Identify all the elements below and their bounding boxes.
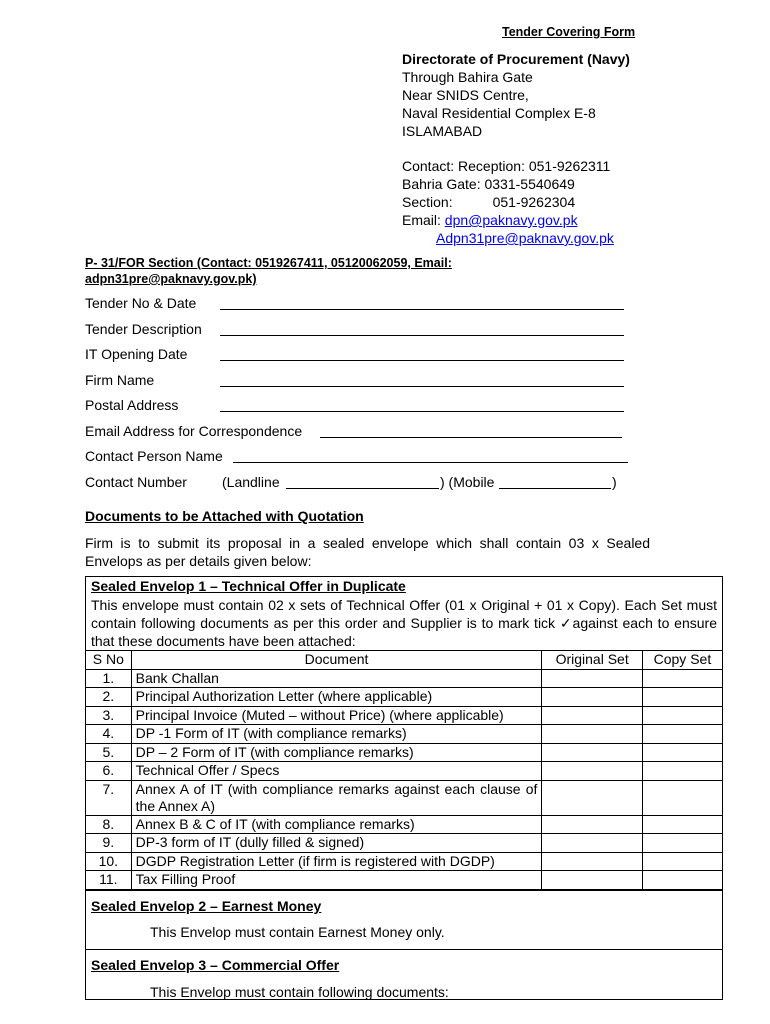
section-contact: P- 31/FOR Section (Contact: 0519267411, 05120062059, Email: adpn31pre@paknavy.gov.pk) bbox=[85, 256, 452, 286]
envelope-1-description: This envelope must contain 02 x sets of Technical Offer (01 x Original + 01 x Copy). Each Set must contain following documents as per this order and Supplier is to mark tick ✓against each to ensure that these documents have been attached: bbox=[91, 597, 717, 649]
table-row bbox=[86, 743, 723, 762]
row-document: Bank Challan bbox=[131, 669, 542, 688]
original-set-cell[interactable] bbox=[542, 743, 642, 762]
address-block bbox=[402, 50, 630, 247]
contact-section-label: Section: bbox=[402, 194, 453, 210]
row-document: Tax Filling Proof bbox=[131, 871, 542, 890]
close-paren: ) bbox=[612, 473, 617, 490]
row-sno: 4. bbox=[86, 725, 132, 744]
email-link-2[interactable]: Adpn31pre@paknavy.gov.pk bbox=[436, 230, 614, 246]
original-set-cell[interactable] bbox=[542, 871, 642, 890]
field-label: Firm Name bbox=[85, 371, 155, 388]
blank-line[interactable] bbox=[320, 437, 622, 438]
copy-set-cell[interactable] bbox=[642, 743, 722, 762]
table-row bbox=[86, 669, 723, 688]
copy-set-cell[interactable] bbox=[642, 688, 722, 707]
address-line-2: Near SNIDS Centre, bbox=[402, 87, 529, 103]
field-label: IT Opening Date bbox=[85, 346, 188, 362]
table-row bbox=[86, 871, 723, 890]
table-row bbox=[86, 815, 723, 834]
table-row bbox=[86, 780, 723, 815]
row-document: DP -1 Form of IT (with compliance remarks) bbox=[131, 725, 542, 744]
original-set-cell[interactable] bbox=[542, 706, 642, 725]
original-set-cell[interactable] bbox=[542, 780, 642, 815]
documents-table bbox=[85, 650, 723, 890]
blank-line[interactable] bbox=[220, 386, 624, 387]
row-document: Annex B & C of IT (with compliance remarks) bbox=[131, 815, 542, 834]
row-sno: 10. bbox=[86, 852, 132, 871]
contact-reception: Contact: Reception: 051-9262311 bbox=[402, 158, 611, 174]
documents-heading: Documents to be Attached with Quotation bbox=[85, 508, 364, 524]
original-set-cell[interactable] bbox=[542, 852, 642, 871]
address-line-1: Through Bahira Gate bbox=[402, 69, 533, 85]
row-sno: 2. bbox=[86, 688, 132, 707]
landline-blank[interactable] bbox=[286, 488, 439, 489]
header-copy-set: Copy Set bbox=[642, 651, 722, 670]
field-label: Tender No & Date bbox=[85, 295, 197, 311]
table-header-row bbox=[86, 651, 723, 670]
original-set-cell[interactable] bbox=[542, 725, 642, 744]
row-sno: 1. bbox=[86, 669, 132, 688]
table-row bbox=[86, 688, 723, 707]
table-row bbox=[86, 762, 723, 781]
copy-set-cell[interactable] bbox=[642, 780, 722, 815]
table-row bbox=[86, 725, 723, 744]
row-sno: 8. bbox=[86, 815, 132, 834]
row-sno: 7. bbox=[86, 780, 132, 815]
divider bbox=[85, 890, 723, 891]
email-label: Email: bbox=[402, 212, 441, 228]
original-set-cell[interactable] bbox=[542, 688, 642, 707]
mobile-label: ) (Mobile bbox=[440, 473, 495, 490]
copy-set-cell[interactable] bbox=[642, 815, 722, 834]
blank-line[interactable] bbox=[220, 411, 624, 412]
blank-line[interactable] bbox=[233, 462, 628, 463]
copy-set-cell[interactable] bbox=[642, 852, 722, 871]
field-label: Postal Address bbox=[85, 397, 179, 413]
table-row bbox=[86, 834, 723, 853]
header-original-set: Original Set bbox=[542, 651, 642, 670]
row-sno: 3. bbox=[86, 706, 132, 725]
org-name: Directorate of Procurement (Navy) bbox=[402, 51, 630, 67]
form-title: Tender Covering Form bbox=[502, 25, 636, 39]
row-sno: 6. bbox=[86, 762, 132, 781]
row-sno: 11. bbox=[86, 871, 132, 890]
contact-section-value: 051-9262304 bbox=[492, 194, 576, 210]
row-document: DGDP Registration Letter (if firm is registered with DGDP) bbox=[131, 852, 542, 871]
field-label: Contact Person Name bbox=[85, 448, 223, 464]
row-sno: 5. bbox=[86, 743, 132, 762]
divider bbox=[85, 949, 723, 950]
email-row bbox=[402, 211, 630, 229]
mobile-blank[interactable] bbox=[499, 488, 611, 489]
intro-text: Firm is to submit its proposal in a sealed envelope which shall contain 03 x Sealed Envelops as per details given below: bbox=[85, 535, 650, 569]
envelope-2-text: This Envelop must contain Earnest Money only. bbox=[150, 924, 445, 940]
contact-section bbox=[402, 193, 630, 211]
row-document: Annex A of IT (with compliance remarks against each clause of the Annex A) bbox=[131, 780, 542, 815]
original-set-cell[interactable] bbox=[542, 815, 642, 834]
envelope-1-title: Sealed Envelop 1 – Technical Offer in Duplicate bbox=[91, 578, 406, 594]
original-set-cell[interactable] bbox=[542, 762, 642, 781]
address-line-4: ISLAMABAD bbox=[402, 123, 483, 139]
table-row bbox=[86, 706, 723, 725]
envelope-3-text: This Envelop must contain following documents: bbox=[150, 984, 449, 1000]
copy-set-cell[interactable] bbox=[642, 834, 722, 853]
blank-line[interactable] bbox=[220, 360, 624, 361]
envelope-3-title: Sealed Envelop 3 – Commercial Offer bbox=[91, 957, 340, 973]
contact-bahria: Bahria Gate: 0331-5540649 bbox=[402, 176, 575, 192]
email-link-1[interactable]: dpn@paknavy.gov.pk bbox=[444, 212, 578, 228]
header-sno: S No bbox=[86, 651, 132, 670]
address-line-3: Naval Residential Complex E-8 bbox=[402, 105, 596, 121]
copy-set-cell[interactable] bbox=[642, 706, 722, 725]
original-set-cell[interactable] bbox=[542, 669, 642, 688]
header-document: Document bbox=[131, 651, 542, 670]
copy-set-cell[interactable] bbox=[642, 762, 722, 781]
row-document: DP-3 form of IT (dully filled & signed) bbox=[131, 834, 542, 853]
field-label: Email Address for Correspondence bbox=[85, 422, 303, 439]
field-label: Contact Number bbox=[85, 473, 187, 490]
field-label: Tender Description bbox=[85, 320, 202, 337]
envelope-2-title: Sealed Envelop 2 – Earnest Money bbox=[91, 898, 322, 914]
row-document: Principal Authorization Letter (where applicable) bbox=[131, 688, 542, 707]
row-document: Principal Invoice (Muted – without Price) (where applicable) bbox=[131, 706, 542, 725]
original-set-cell[interactable] bbox=[542, 834, 642, 853]
copy-set-cell[interactable] bbox=[642, 871, 722, 890]
blank-line[interactable] bbox=[220, 309, 624, 310]
row-document: Technical Offer / Specs bbox=[131, 762, 542, 781]
copy-set-cell[interactable] bbox=[642, 725, 722, 744]
copy-set-cell[interactable] bbox=[642, 669, 722, 688]
field-contact-number[interactable] bbox=[85, 474, 625, 492]
blank-line[interactable] bbox=[220, 335, 624, 336]
row-document: DP – 2 Form of IT (with compliance remarks) bbox=[131, 743, 542, 762]
landline-label: (Landline bbox=[222, 473, 280, 490]
row-sno: 9. bbox=[86, 834, 132, 853]
table-row bbox=[86, 852, 723, 871]
